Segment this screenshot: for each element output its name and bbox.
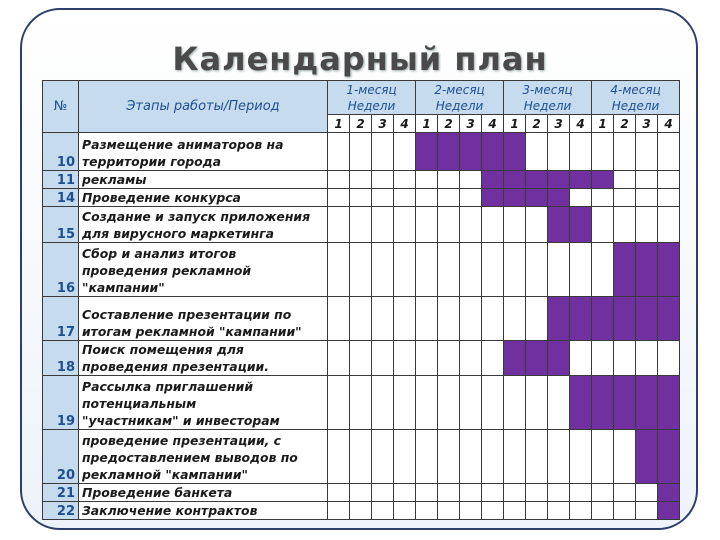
- gantt-empty-cell: [460, 502, 482, 520]
- gantt-empty-cell: [460, 341, 482, 376]
- gantt-empty-cell: [394, 297, 416, 341]
- row-number: 22: [43, 502, 79, 520]
- month-label: 4-месяц: [610, 82, 661, 97]
- gantt-empty-cell: [592, 243, 614, 297]
- row-number: 17: [43, 297, 79, 341]
- gantt-empty-cell: [570, 133, 592, 171]
- month-label: 3-месяц: [522, 82, 573, 97]
- table-row: [43, 189, 680, 207]
- gantt-empty-cell: [350, 243, 372, 297]
- gantt-empty-cell: [416, 243, 438, 297]
- row-number: 19: [43, 376, 79, 430]
- week-header-cell: 3: [460, 115, 482, 133]
- gantt-empty-cell: [350, 430, 372, 484]
- week-header-cell: 2: [350, 115, 372, 133]
- header-num: №: [43, 81, 79, 133]
- row-number: 10: [43, 133, 79, 171]
- gantt-bar-cell: [482, 133, 504, 171]
- week-header-cell: 1: [504, 115, 526, 133]
- gantt-bar-cell: [570, 207, 592, 243]
- gantt-empty-cell: [394, 189, 416, 207]
- gantt-empty-cell: [328, 189, 350, 207]
- week-header-cell: 3: [636, 115, 658, 133]
- gantt-empty-cell: [482, 484, 504, 502]
- gantt-empty-cell: [548, 243, 570, 297]
- gantt-empty-cell: [460, 207, 482, 243]
- gantt-empty-cell: [394, 430, 416, 484]
- gantt-empty-cell: [350, 189, 372, 207]
- month-sub: Недели: [523, 98, 572, 113]
- gantt-empty-cell: [614, 341, 636, 376]
- gantt-empty-cell: [438, 207, 460, 243]
- gantt-empty-cell: [504, 430, 526, 484]
- task-name: проведение презентации, с предоставлением выводов по рекламной "кампании": [79, 430, 328, 484]
- gantt-empty-cell: [614, 502, 636, 520]
- gantt-empty-cell: [636, 484, 658, 502]
- gantt-empty-cell: [504, 376, 526, 430]
- page-title: Календарный план: [172, 40, 548, 78]
- gantt-empty-cell: [526, 243, 548, 297]
- gantt-bar-cell: [504, 133, 526, 171]
- gantt-bar-cell: [658, 243, 680, 297]
- header-month-3: [504, 81, 592, 115]
- gantt-bar-cell: [526, 189, 548, 207]
- gantt-empty-cell: [460, 171, 482, 189]
- gantt-empty-cell: [614, 189, 636, 207]
- header-month-4: [592, 81, 680, 115]
- week-header-cell: 1: [416, 115, 438, 133]
- gantt-empty-cell: [636, 341, 658, 376]
- gantt-empty-cell: [372, 430, 394, 484]
- gantt-empty-cell: [526, 133, 548, 171]
- gantt-empty-cell: [526, 297, 548, 341]
- gantt-empty-cell: [592, 502, 614, 520]
- gantt-empty-cell: [350, 297, 372, 341]
- gantt-empty-cell: [592, 484, 614, 502]
- gantt-bar-cell: [614, 297, 636, 341]
- table-row: [43, 502, 680, 520]
- gantt-empty-cell: [460, 243, 482, 297]
- week-header-cell: 4: [482, 115, 504, 133]
- gantt-empty-cell: [658, 171, 680, 189]
- gantt-empty-cell: [438, 243, 460, 297]
- gantt-bar-cell: [482, 171, 504, 189]
- gantt-empty-cell: [570, 341, 592, 376]
- gantt-empty-cell: [548, 430, 570, 484]
- gantt-bar-cell: [548, 297, 570, 341]
- gantt-empty-cell: [592, 430, 614, 484]
- gantt-empty-cell: [614, 484, 636, 502]
- gantt-bar-cell: [636, 243, 658, 297]
- gantt-empty-cell: [394, 484, 416, 502]
- gantt-empty-cell: [548, 133, 570, 171]
- task-name: Сбор и анализ итогов проведения рекламной "кампании": [79, 243, 328, 297]
- gantt-table: [42, 80, 680, 520]
- gantt-empty-cell: [438, 297, 460, 341]
- gantt-empty-cell: [350, 484, 372, 502]
- gantt-empty-cell: [460, 430, 482, 484]
- gantt-bar-cell: [636, 430, 658, 484]
- gantt-empty-cell: [394, 171, 416, 189]
- gantt-empty-cell: [394, 133, 416, 171]
- gantt-empty-cell: [636, 189, 658, 207]
- gantt-bar-cell: [504, 171, 526, 189]
- task-name: Рассылка приглашений потенциальным "участникам" и инвесторам: [79, 376, 328, 430]
- week-header-cell: 3: [372, 115, 394, 133]
- gantt-empty-cell: [394, 502, 416, 520]
- gantt-empty-cell: [658, 133, 680, 171]
- gantt-empty-cell: [416, 502, 438, 520]
- week-header-cell: 1: [592, 115, 614, 133]
- task-name: рекламы: [79, 171, 328, 189]
- row-number: 14: [43, 189, 79, 207]
- gantt-empty-cell: [350, 341, 372, 376]
- week-header-cell: 2: [438, 115, 460, 133]
- gantt-empty-cell: [482, 243, 504, 297]
- month-sub: Недели: [611, 98, 660, 113]
- header-row-months: [43, 81, 680, 115]
- gantt-empty-cell: [460, 484, 482, 502]
- header-month-1: [328, 81, 416, 115]
- gantt-bar-cell: [592, 376, 614, 430]
- gantt-empty-cell: [372, 207, 394, 243]
- gantt-empty-cell: [592, 133, 614, 171]
- row-number: 21: [43, 484, 79, 502]
- gantt-empty-cell: [416, 171, 438, 189]
- gantt-bar-cell: [592, 171, 614, 189]
- gantt-empty-cell: [570, 502, 592, 520]
- gantt-empty-cell: [350, 376, 372, 430]
- gantt-bar-cell: [614, 376, 636, 430]
- gantt-empty-cell: [328, 297, 350, 341]
- gantt-empty-cell: [614, 133, 636, 171]
- table-row: [43, 376, 680, 430]
- gantt-empty-cell: [658, 189, 680, 207]
- gantt-bar-cell: [548, 341, 570, 376]
- task-name: Размещение аниматоров на территории города: [79, 133, 328, 171]
- gantt-bar-cell: [548, 189, 570, 207]
- row-number: 11: [43, 171, 79, 189]
- gantt-bar-cell: [504, 341, 526, 376]
- gantt-empty-cell: [482, 502, 504, 520]
- gantt-bar-cell: [570, 297, 592, 341]
- gantt-bar-cell: [658, 376, 680, 430]
- gantt-empty-cell: [438, 502, 460, 520]
- header-month-2: [416, 81, 504, 115]
- gantt-bar-cell: [548, 207, 570, 243]
- gantt-empty-cell: [504, 484, 526, 502]
- gantt-empty-cell: [526, 430, 548, 484]
- week-header-cell: 4: [394, 115, 416, 133]
- gantt-empty-cell: [614, 207, 636, 243]
- gantt-empty-cell: [372, 171, 394, 189]
- gantt-empty-cell: [328, 207, 350, 243]
- gantt-empty-cell: [328, 430, 350, 484]
- week-header-cell: 2: [614, 115, 636, 133]
- table-row: [43, 171, 680, 189]
- gantt-bar-cell: [570, 171, 592, 189]
- task-name: Проведение конкурса: [79, 189, 328, 207]
- gantt-empty-cell: [394, 207, 416, 243]
- gantt-empty-cell: [614, 430, 636, 484]
- gantt-empty-cell: [482, 430, 504, 484]
- gantt-empty-cell: [372, 189, 394, 207]
- gantt-empty-cell: [438, 341, 460, 376]
- gantt-empty-cell: [526, 502, 548, 520]
- gantt-empty-cell: [416, 430, 438, 484]
- gantt-empty-cell: [394, 243, 416, 297]
- table-row: [43, 341, 680, 376]
- gantt-empty-cell: [460, 297, 482, 341]
- week-header-cell: 1: [328, 115, 350, 133]
- gantt-empty-cell: [438, 376, 460, 430]
- gantt-empty-cell: [416, 189, 438, 207]
- table-row: [43, 297, 680, 341]
- gantt-bar-cell: [416, 133, 438, 171]
- row-number: 15: [43, 207, 79, 243]
- gantt-empty-cell: [438, 484, 460, 502]
- gantt-empty-cell: [504, 297, 526, 341]
- gantt-empty-cell: [570, 484, 592, 502]
- task-name: Создание и запуск приложения для вирусного маркетинга: [79, 207, 328, 243]
- gantt-body: [43, 133, 680, 520]
- gantt-empty-cell: [460, 376, 482, 430]
- gantt-empty-cell: [372, 502, 394, 520]
- gantt-bar-cell: [526, 341, 548, 376]
- gantt-empty-cell: [592, 207, 614, 243]
- gantt-bar-cell: [614, 243, 636, 297]
- gantt-bar-cell: [570, 376, 592, 430]
- gantt-empty-cell: [570, 243, 592, 297]
- gantt-empty-cell: [416, 297, 438, 341]
- row-number: 20: [43, 430, 79, 484]
- gantt-bar-cell: [636, 297, 658, 341]
- gantt-empty-cell: [482, 341, 504, 376]
- gantt-empty-cell: [372, 133, 394, 171]
- gantt-empty-cell: [416, 207, 438, 243]
- gantt-empty-cell: [526, 484, 548, 502]
- gantt-empty-cell: [548, 376, 570, 430]
- month-sub: Недели: [347, 98, 396, 113]
- gantt-empty-cell: [504, 502, 526, 520]
- gantt-empty-cell: [548, 502, 570, 520]
- gantt-empty-cell: [482, 297, 504, 341]
- month-label: 1-месяц: [346, 82, 397, 97]
- gantt-empty-cell: [438, 171, 460, 189]
- week-header-cell: 3: [548, 115, 570, 133]
- gantt-empty-cell: [350, 502, 372, 520]
- gantt-empty-cell: [438, 430, 460, 484]
- gantt-empty-cell: [592, 189, 614, 207]
- gantt-empty-cell: [482, 207, 504, 243]
- gantt-bar-cell: [658, 297, 680, 341]
- gantt-empty-cell: [636, 171, 658, 189]
- gantt-empty-cell: [372, 376, 394, 430]
- gantt-empty-cell: [614, 171, 636, 189]
- gantt-empty-cell: [460, 189, 482, 207]
- gantt-bar-cell: [592, 297, 614, 341]
- gantt-empty-cell: [416, 341, 438, 376]
- gantt-empty-cell: [658, 341, 680, 376]
- task-name: Составление презентации по итогам рекламной "кампании": [79, 297, 328, 341]
- gantt-bar-cell: [482, 189, 504, 207]
- task-name: Поиск помещения для проведения презентации.: [79, 341, 328, 376]
- gantt-empty-cell: [350, 171, 372, 189]
- gantt-empty-cell: [328, 376, 350, 430]
- header-stage: Этапы работы/Период: [79, 81, 328, 133]
- gantt-empty-cell: [548, 484, 570, 502]
- gantt-empty-cell: [636, 133, 658, 171]
- gantt-empty-cell: [372, 341, 394, 376]
- table-row: [43, 484, 680, 502]
- gantt-bar-cell: [636, 376, 658, 430]
- task-name: Заключение контрактов: [79, 502, 328, 520]
- gantt-bar-cell: [658, 502, 680, 520]
- gantt-bar-cell: [658, 430, 680, 484]
- gantt-empty-cell: [372, 484, 394, 502]
- gantt-empty-cell: [372, 297, 394, 341]
- gantt-empty-cell: [526, 207, 548, 243]
- gantt-empty-cell: [526, 376, 548, 430]
- gantt-empty-cell: [350, 207, 372, 243]
- gantt-empty-cell: [636, 502, 658, 520]
- gantt-empty-cell: [328, 502, 350, 520]
- gantt-empty-cell: [328, 341, 350, 376]
- gantt-empty-cell: [328, 243, 350, 297]
- gantt-empty-cell: [328, 133, 350, 171]
- week-header-cell: 2: [526, 115, 548, 133]
- gantt-empty-cell: [350, 133, 372, 171]
- gantt-empty-cell: [416, 484, 438, 502]
- table-row: [43, 207, 680, 243]
- gantt-bar-cell: [438, 133, 460, 171]
- gantt-bar-cell: [460, 133, 482, 171]
- gantt-empty-cell: [504, 207, 526, 243]
- gantt-empty-cell: [570, 430, 592, 484]
- gantt-empty-cell: [636, 207, 658, 243]
- month-label: 2-месяц: [434, 82, 485, 97]
- gantt-empty-cell: [416, 376, 438, 430]
- week-header-cell: 4: [570, 115, 592, 133]
- task-name: Проведение банкета: [79, 484, 328, 502]
- gantt-empty-cell: [482, 376, 504, 430]
- gantt-empty-cell: [570, 189, 592, 207]
- row-number: 18: [43, 341, 79, 376]
- table-row: [43, 430, 680, 484]
- gantt-bar-cell: [658, 484, 680, 502]
- gantt-empty-cell: [394, 341, 416, 376]
- gantt-empty-cell: [394, 376, 416, 430]
- table-row: [43, 243, 680, 297]
- gantt-empty-cell: [372, 243, 394, 297]
- gantt-empty-cell: [504, 243, 526, 297]
- gantt-empty-cell: [328, 171, 350, 189]
- row-number: 16: [43, 243, 79, 297]
- gantt-bar-cell: [548, 171, 570, 189]
- gantt-empty-cell: [658, 207, 680, 243]
- week-header-cell: 4: [658, 115, 680, 133]
- gantt-bar-cell: [526, 171, 548, 189]
- gantt-empty-cell: [328, 484, 350, 502]
- gantt-empty-cell: [592, 341, 614, 376]
- gantt-empty-cell: [438, 189, 460, 207]
- table-row: [43, 133, 680, 171]
- gantt-bar-cell: [504, 189, 526, 207]
- month-sub: Недели: [435, 98, 484, 113]
